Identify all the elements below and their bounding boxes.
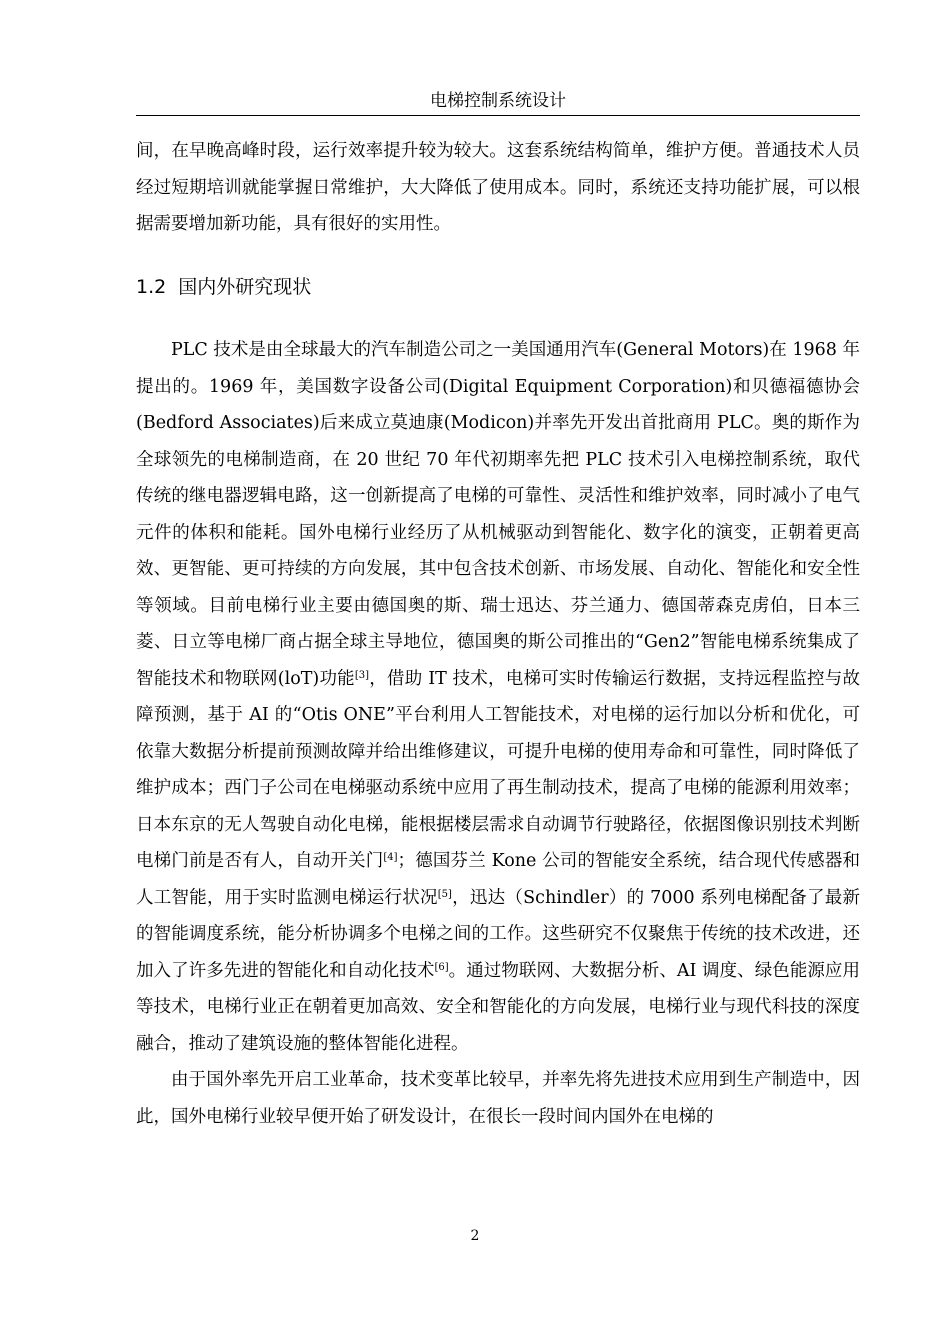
section-body — [136, 332, 860, 1135]
paragraph-text: 。通过物联网、大数据分析、AI 调度、绿色能源应用等技术，电梯行业正在朝着更加高效、安全和智能化的方向发展，电梯行业与现代科技的深度融合，推动了建筑设施的整体智能化进程。 — [136, 960, 860, 1054]
paragraph-text: ，迅达（Schindler）的 7000 系列电梯配备了最新的智能调度系统，能分析协调多个电梯之间的工作。这些研究不仅聚焦于传统的技术改进，还加入了许多先进的智能化和自动化技术 — [136, 887, 860, 981]
paragraph-text: ，借助 IT 技术，电梯可实时传输运行数据，支持远程监控与故障预测，基于 AI 的“Otis ONE”平台利用人工智能技术，对电梯的运行加以分析和优化，可依靠大数据分析提前预测故障并给出维修建议，可提升电梯的使用寿命和可靠性，同时降低了维护成本；西门子公司在电梯驱动系统中应用了再生制动技术，提高了电梯的能源利用效率；日本东京的无人驾驶自动化电梯，能根据楼层需求自动调节行驶路径，依据图像识别技术判断电梯门前是否有人，自动开关门 — [136, 668, 860, 871]
section-heading: 1.2 国内外研究现状 — [136, 276, 312, 298]
continued-paragraph: 间，在早晚高峰时段，运行效率提升较为较大。这套系统结构简单，维护方便。普通技术人员经过短期培训就能掌握日常维护，大大降低了使用成本。同时，系统还支持功能扩展，可以根据需要增加新功能，具有很好的实用性。 — [136, 141, 860, 234]
citation-ref: [5] — [437, 888, 452, 900]
page-header: 电梯控制系统设计 — [430, 91, 566, 111]
citation-ref: [3] — [354, 669, 370, 681]
paragraph-text: ；德国芬兰 Kone 公司的智能安全系统，结合现代传感器和人工智能，用于实时监测电梯运行状况 — [136, 851, 861, 908]
paragraph-industrial-revolution: 由于国外率先开启工业革命，技术变革比较早，并率先将先进技术应用到生产制造中，因此，国外电梯行业较早便开始了研发设计，在很长一段时间内国外在电梯的 — [136, 1070, 860, 1127]
continued-paragraph-block — [136, 133, 860, 243]
header-divider — [136, 115, 860, 116]
paragraph-text: PLC 技术是由全球最大的汽车制造公司之一美国通用汽车(General Motors)在 1968 年提出的。1969 年，美国数字设备公司(Digital Equipment Corporation)和贝德福德协会(Bedford Associates)后来成立莫迪康(Modicon)并率先开发出首批商用 PLC。奥的斯作为全球领先的电梯制造商，在 20 世纪 70 年代初期率先把 PLC 技术引入电梯控制系统，取代传统的继电器逻辑电路，这一创新提高了电梯的可靠性、灵活性和维护效率，同时减小了电气元件的体积和能耗。国外电梯行业经历了从机械驱动到智能化、数字化的演变，正朝着更高效、更智能、更可持续的方向发展，其中包含技术创新、市场发展、自动化、智能化和安全性等领域。目前电梯行业主要由德国奥的斯、瑞士迅达、芬兰通力、德国蒂森克虏伯，日本三菱、日立等电梯厂商占据全球主导地位，德国奥的斯公司推出的“Gen2”智能电梯系统集成了智能技术和物联网(loT)功能 — [136, 340, 860, 689]
citation-ref: [4] — [383, 852, 398, 863]
page-number: 2 — [470, 1228, 480, 1244]
citation-ref: [6] — [434, 961, 449, 973]
paragraph-plc-history — [136, 332, 860, 1062]
